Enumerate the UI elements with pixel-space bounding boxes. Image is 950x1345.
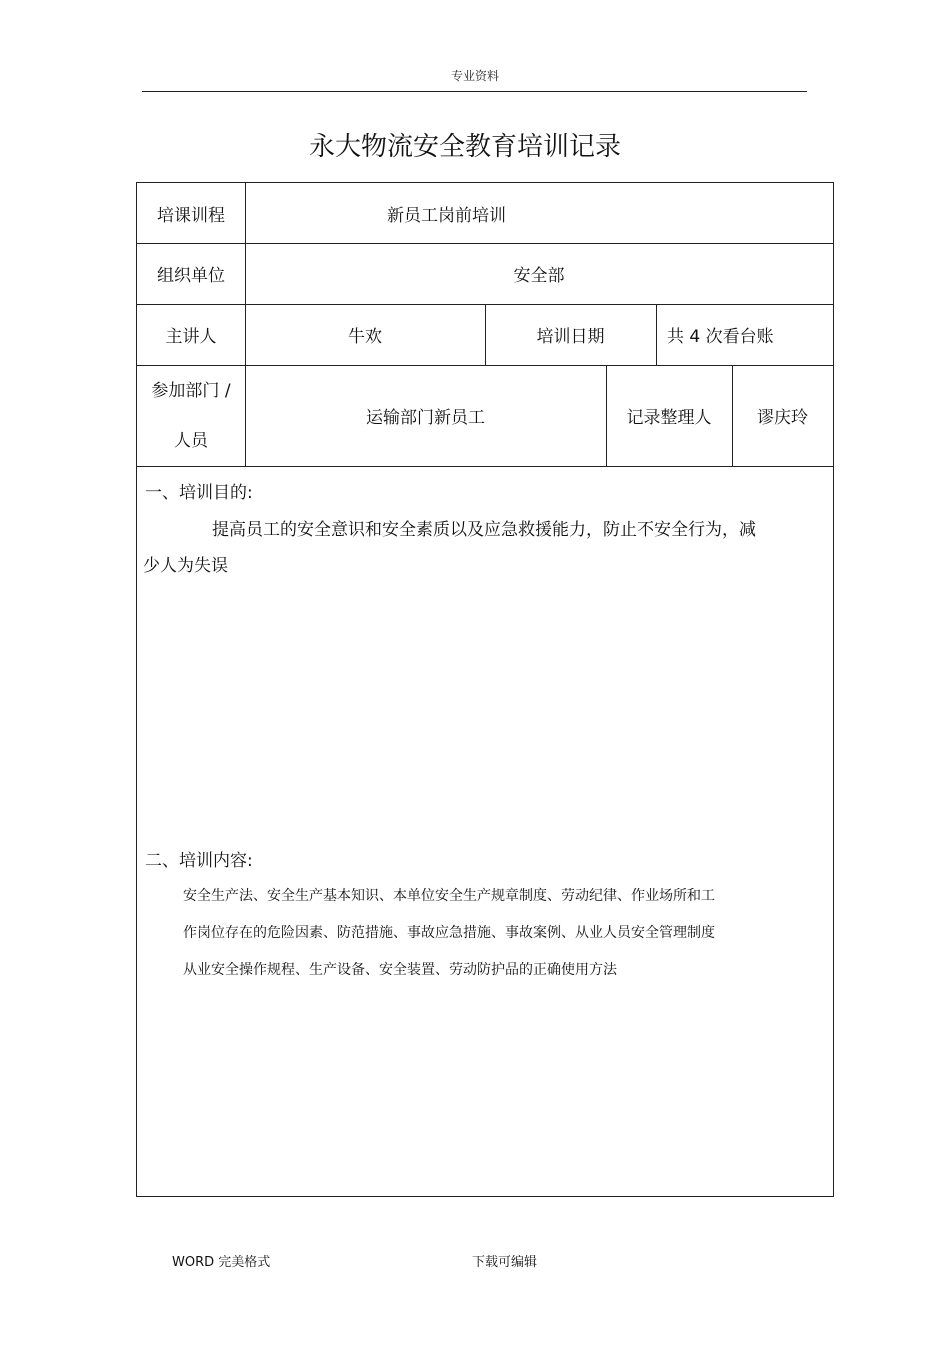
- dept-label-line1: 参加部门 /: [151, 380, 231, 401]
- date-label: 培训日期: [536, 327, 605, 347]
- section2-line: 作岗位存在的危险因素、防范措施、事故应急措施、事故案例、从业人员安全管理制度: [183, 925, 715, 941]
- section1-line: 少人为失误: [143, 556, 228, 576]
- footer-right: 下载可编辑: [472, 1255, 538, 1270]
- recorder-value: 谬庆玲: [757, 408, 808, 428]
- header-rule: [142, 91, 807, 92]
- date-value: 共 4 次看台账: [667, 327, 774, 347]
- recorder-label: 记录整理人: [626, 408, 712, 428]
- section1-line: 提高员工的安全意识和安全素质以及应急救援能力，防止不安全行为，减: [212, 520, 756, 540]
- section2-line: 从业安全操作规程、生产设备、安全装置、劳动防护品的正确使用方法: [183, 962, 617, 978]
- section2-title: 二、培训内容:: [145, 851, 253, 871]
- course-label: 培课训程: [157, 205, 225, 226]
- org-label: 组织单位: [157, 266, 225, 286]
- dept-label: [137, 365, 245, 466]
- org-value: 安全部: [513, 266, 565, 286]
- document-title: 永大物流安全教育培训记录: [308, 132, 621, 162]
- course-value: 新员工岗前培训: [387, 205, 506, 226]
- footer-left: WORD 完美格式: [172, 1255, 271, 1270]
- speaker-value: 牛欢: [348, 327, 382, 347]
- record-table: [136, 182, 834, 1197]
- page-header: 专业资料: [450, 69, 499, 83]
- dept-label-line2: 人员: [174, 430, 208, 451]
- row-divider: [137, 466, 833, 467]
- dept-value: 运输部门新员工: [366, 408, 485, 428]
- section1-title: 一、培训目的:: [145, 483, 253, 503]
- section2-line: 安全生产法、安全生产基本知识、本单位安全生产规章制度、劳动纪律、作业场所和工: [183, 888, 715, 904]
- speaker-label: 主讲人: [165, 327, 217, 347]
